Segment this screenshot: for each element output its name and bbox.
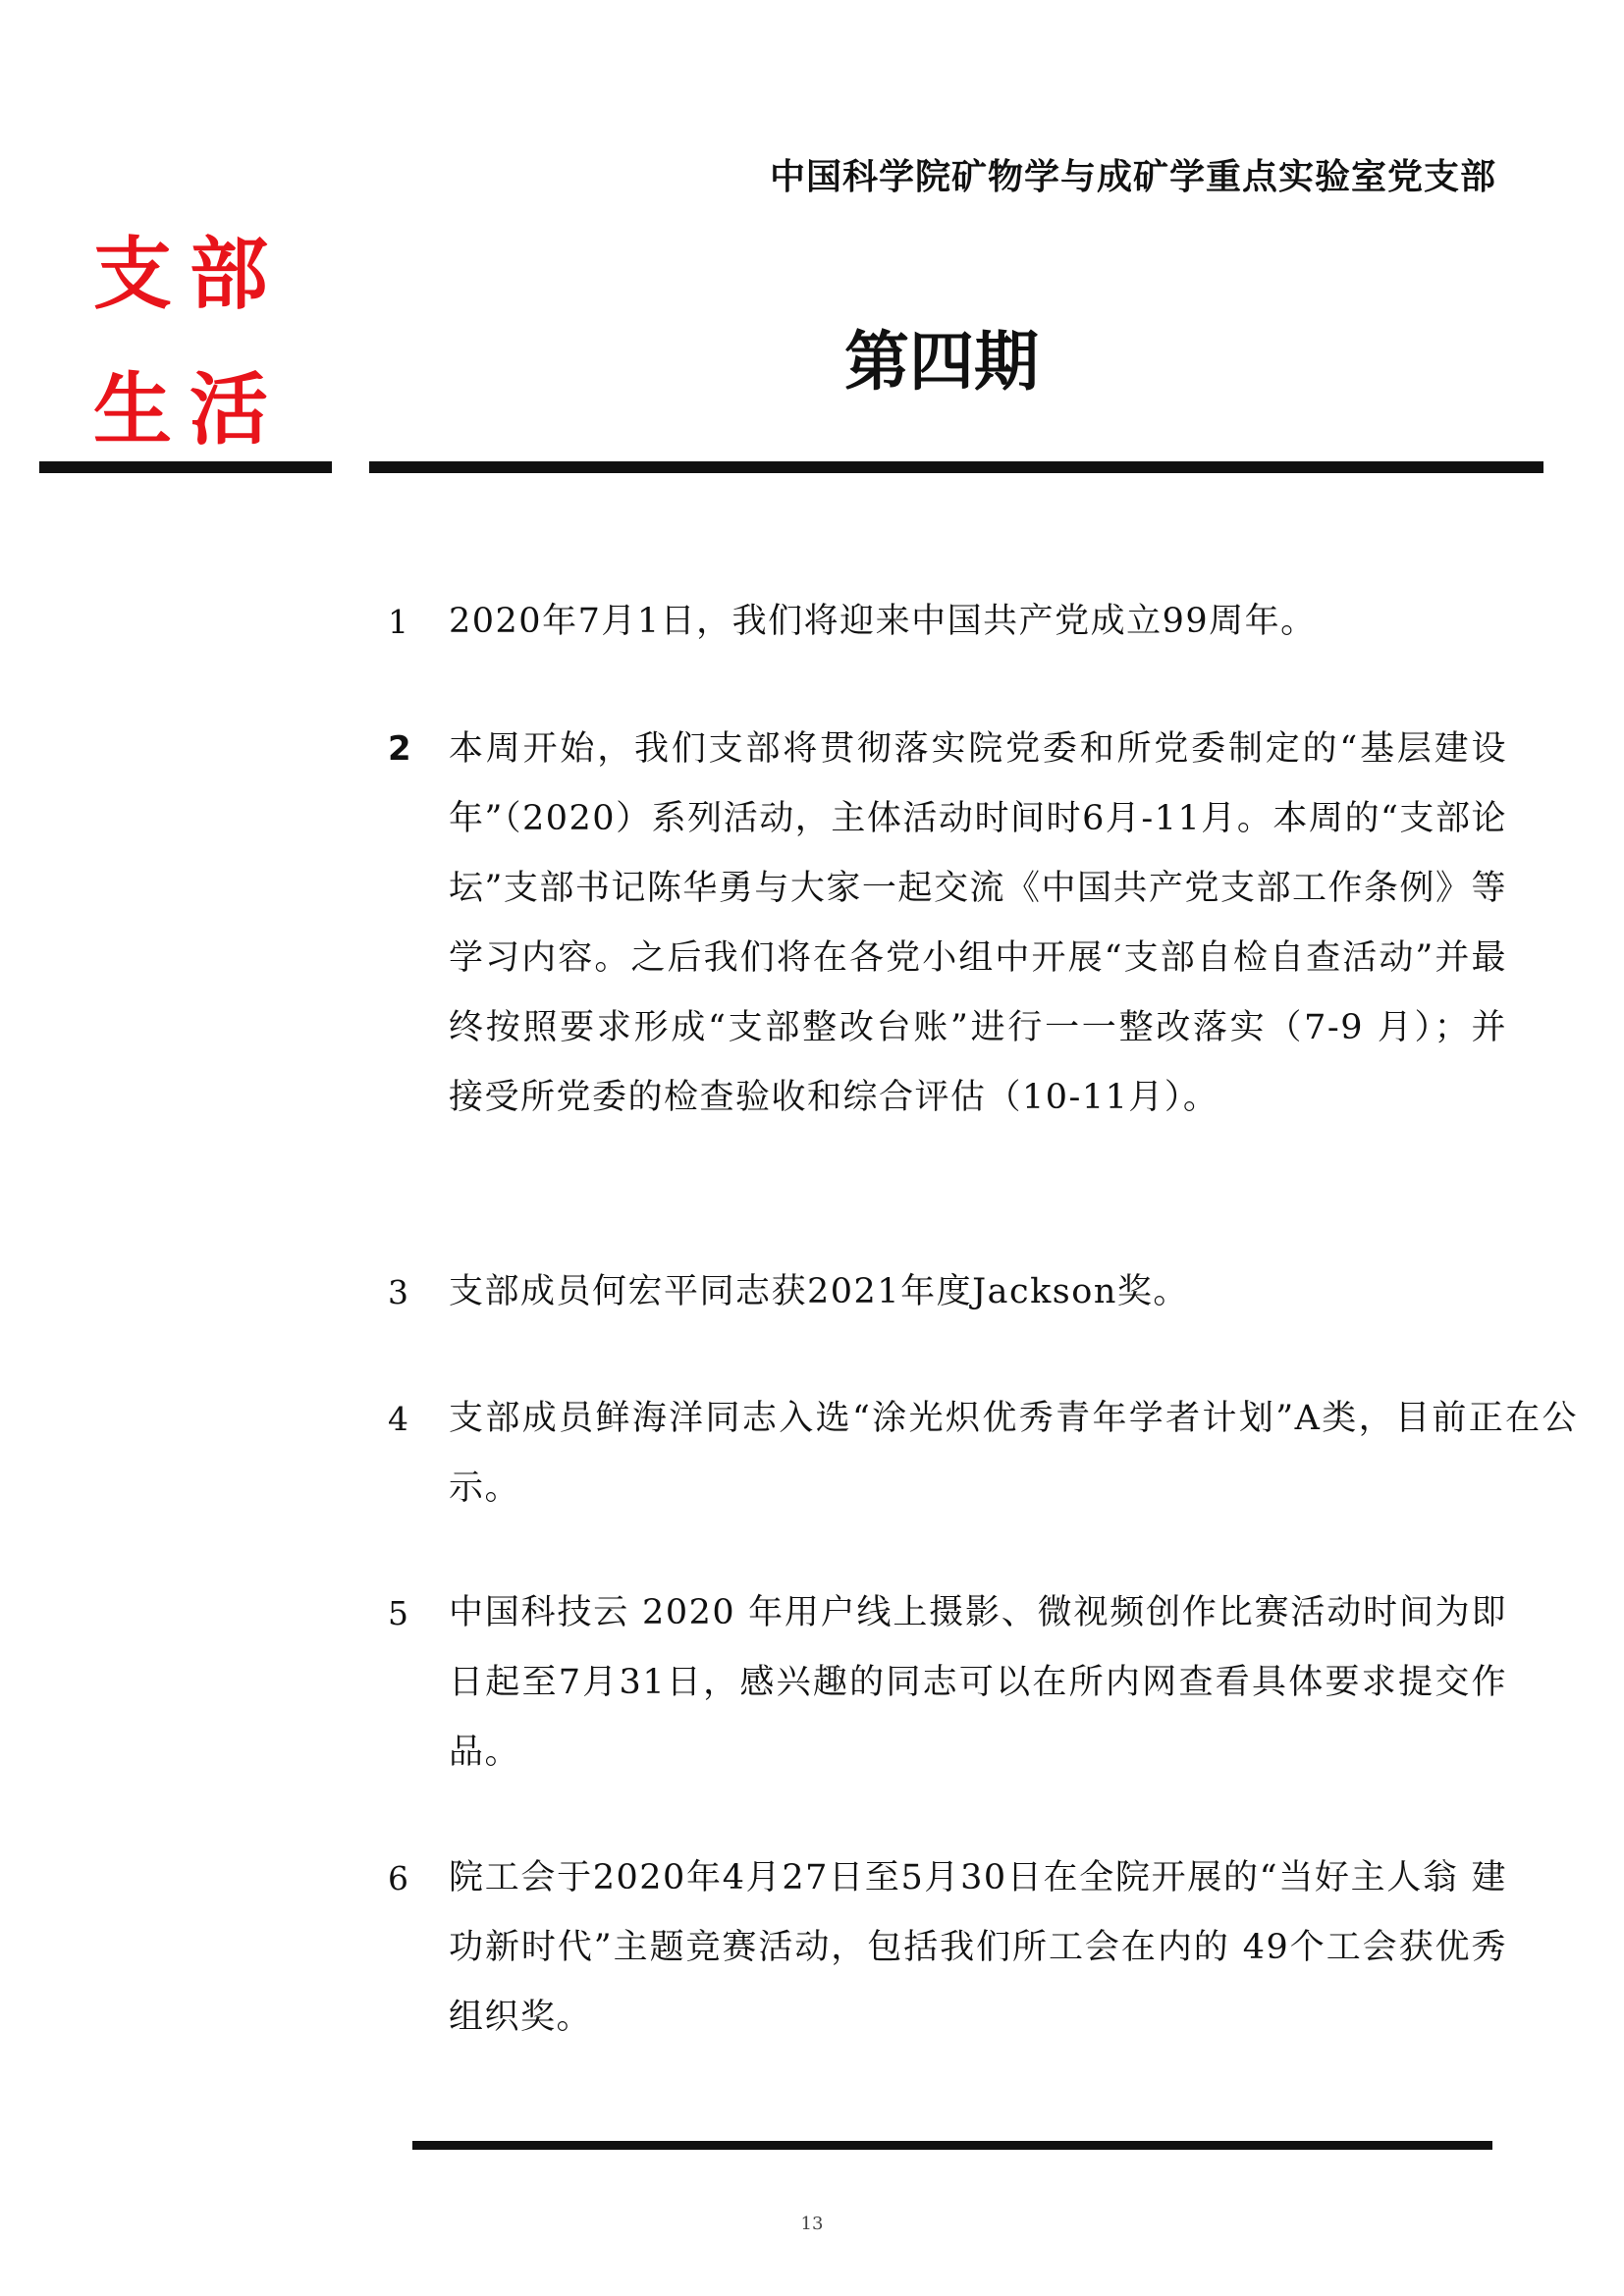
page-number: 13 [800, 2214, 824, 2234]
item-text: 本周开始，我们支部将贯彻落实院党委和所党委制定的“基层建设年”（2020）系列活动，主体活动时间时6月-11月。本周的“支部论坛”支部书记陈华勇与大家一起交流《中国共产党支部工作条例》等学习内容。之后我们将在各党小组中开展“支部自检自查活动”并最终按照要求形成“支部整改台账”进行一一整改落实（7-9 月）；并接受所党委的检查验收和综合评估（10-11月）。 [449, 729, 1507, 1117]
item-text: 支部成员何宏平同志获2021年度Jackson奖。 [449, 1272, 1189, 1311]
masthead-line-1: 支部 [93, 229, 286, 320]
item-text: 中国科技云 2020 年用户线上摄影、微视频创作比赛活动时间为即日起至7月31日，感兴趣的同志可以在所内网查看具体要求提交作品。 [449, 1593, 1507, 1772]
item-number: 5 [388, 1594, 408, 1632]
item-number: 2 [388, 729, 411, 769]
item-number: 1 [388, 603, 408, 641]
title-rule [369, 461, 1543, 473]
item-number: 6 [388, 1859, 408, 1897]
item-number: 3 [388, 1273, 408, 1311]
footer-rule [412, 2141, 1492, 2150]
masthead-rule [39, 461, 332, 473]
item-text: 支部成员鲜海洋同志入选“涂光炽优秀青年学者计划”A类，目前正在公示。 [449, 1399, 1578, 1508]
issue-title: 第四期 [844, 324, 1039, 400]
item-text: 院工会于2020年4月27日至5月30日在全院开展的“当好主人翁 建功新时代”主题竞赛活动，包括我们所工会在内的 49个工会获优秀组织奖。 [449, 1858, 1507, 2037]
organization-name: 中国科学院矿物学与成矿学重点实验室党支部 [769, 157, 1496, 197]
item-text: 2020年7月1日，我们将迎来中国共产党成立99周年。 [449, 602, 1317, 641]
masthead-line-2: 生活 [93, 364, 286, 455]
item-number: 4 [388, 1400, 408, 1438]
